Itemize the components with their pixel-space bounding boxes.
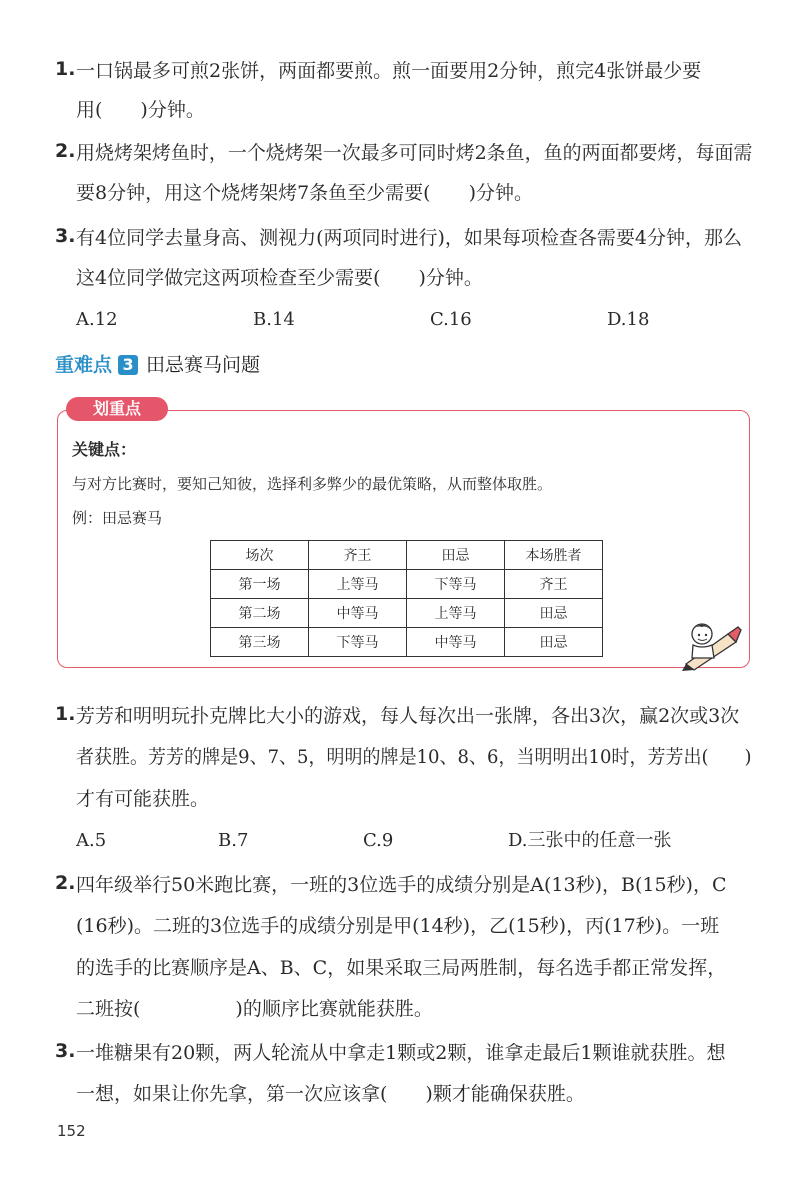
section-heading [55, 350, 260, 377]
option-b: B.7 [218, 830, 249, 851]
table-cell: 第三场 [211, 628, 309, 657]
option-a: A.5 [76, 830, 107, 851]
option-c: C.16 [430, 309, 472, 330]
question-text-line: 才有可能获胜。 [76, 788, 210, 810]
table-cell: 中等马 [407, 628, 505, 657]
table-row [211, 570, 603, 599]
option-d: D.18 [607, 309, 650, 330]
question-text-line: 这4位同学做完这两项检查至少需要( )分钟。 [76, 267, 483, 289]
table-row [211, 628, 603, 657]
question-text-line: (16秒)。二班的3位选手的成绩分别是甲(14秒)，乙(15秒)，丙(17秒)。一班 [76, 915, 720, 937]
table-cell: 田忌 [505, 599, 603, 628]
table-cell: 中等马 [309, 599, 407, 628]
question-number: 2. [55, 140, 76, 162]
tianji-table [210, 540, 603, 657]
table-header-cell: 本场胜者 [505, 541, 603, 570]
question-text-line: 一堆糖果有20颗，两人轮流从中拿走1颗或2颗，谁拿走最后1颗谁就获胜。想 [76, 1042, 726, 1064]
table-cell: 田忌 [505, 628, 603, 657]
question-text-line: 二班按( )的顺序比赛就能获胜。 [76, 998, 433, 1020]
option-d: D.三张中的任意一张 [508, 830, 672, 851]
table-cell: 上等马 [407, 599, 505, 628]
question-number: 1. [55, 703, 76, 725]
keypoint-example: 例：田忌赛马 [72, 509, 163, 527]
keypoint-text: 与对方比赛时，要知己知彼，选择利多弊少的最优策略，从而整体取胜。 [72, 475, 553, 493]
section-number-badge: 3 [118, 355, 138, 375]
question-number: 3. [55, 225, 76, 247]
option-a: A.12 [76, 309, 118, 330]
question-number: 2. [55, 872, 76, 894]
question-text-line: 一想，如果让你先拿，第一次应该拿( )颗才能确保获胜。 [76, 1083, 585, 1105]
table-cell: 齐王 [505, 570, 603, 599]
question-number: 3. [55, 1040, 76, 1062]
keypoint-title: 关键点： [72, 440, 137, 459]
question-text-line: 有4位同学去量身高、测视力(两项同时进行)，如果每项检查各需要4分钟，那么 [76, 227, 743, 249]
table-cell: 第二场 [211, 599, 309, 628]
option-c: C.9 [363, 830, 394, 851]
table-cell: 第一场 [211, 570, 309, 599]
student-pencil-icon [680, 614, 742, 672]
question-text-line: 用烧烤架烤鱼时，一个烧烤架一次最多可同时烤2条鱼，鱼的两面都要烤，每面需 [76, 142, 753, 164]
question-text-line: 的选手的比赛顺序是A、B、C，如果采取三局两胜制，每名选手都正常发挥， [76, 957, 727, 979]
table-header-cell: 场次 [211, 541, 309, 570]
table-header-row [211, 541, 603, 570]
table-header-cell: 田忌 [407, 541, 505, 570]
question-text-line: 者获胜。芳芳的牌是9、7、5，明明的牌是10、8、6，当明明出10时，芳芳出( ) [76, 746, 752, 768]
question-text-line: 要8分钟，用这个烧烤架烤7条鱼至少需要( )分钟。 [76, 182, 534, 204]
section-title: 田忌赛马问题 [146, 354, 261, 376]
table-cell: 上等马 [309, 570, 407, 599]
option-b: B.14 [253, 309, 295, 330]
keypoint-tag: 划重点 [66, 397, 168, 421]
page-number: 152 [57, 1122, 86, 1140]
question-text-line: 用( )分钟。 [76, 99, 205, 121]
question-text-line: 一口锅最多可煎2张饼，两面都要煎。煎一面要用2分钟，煎完4张饼最少要 [76, 60, 702, 82]
table-row [211, 599, 603, 628]
table-cell: 下等马 [309, 628, 407, 657]
question-number: 1. [55, 58, 76, 80]
table-header-cell: 齐王 [309, 541, 407, 570]
question-text-line: 四年级举行50米跑比赛，一班的3位选手的成绩分别是A(13秒)，B(15秒)，C [76, 874, 727, 896]
section-label: 重难点 [55, 354, 113, 376]
question-text-line: 芳芳和明明玩扑克牌比大小的游戏，每人每次出一张牌，各出3次，赢2次或3次 [76, 705, 740, 727]
table-cell: 下等马 [407, 570, 505, 599]
